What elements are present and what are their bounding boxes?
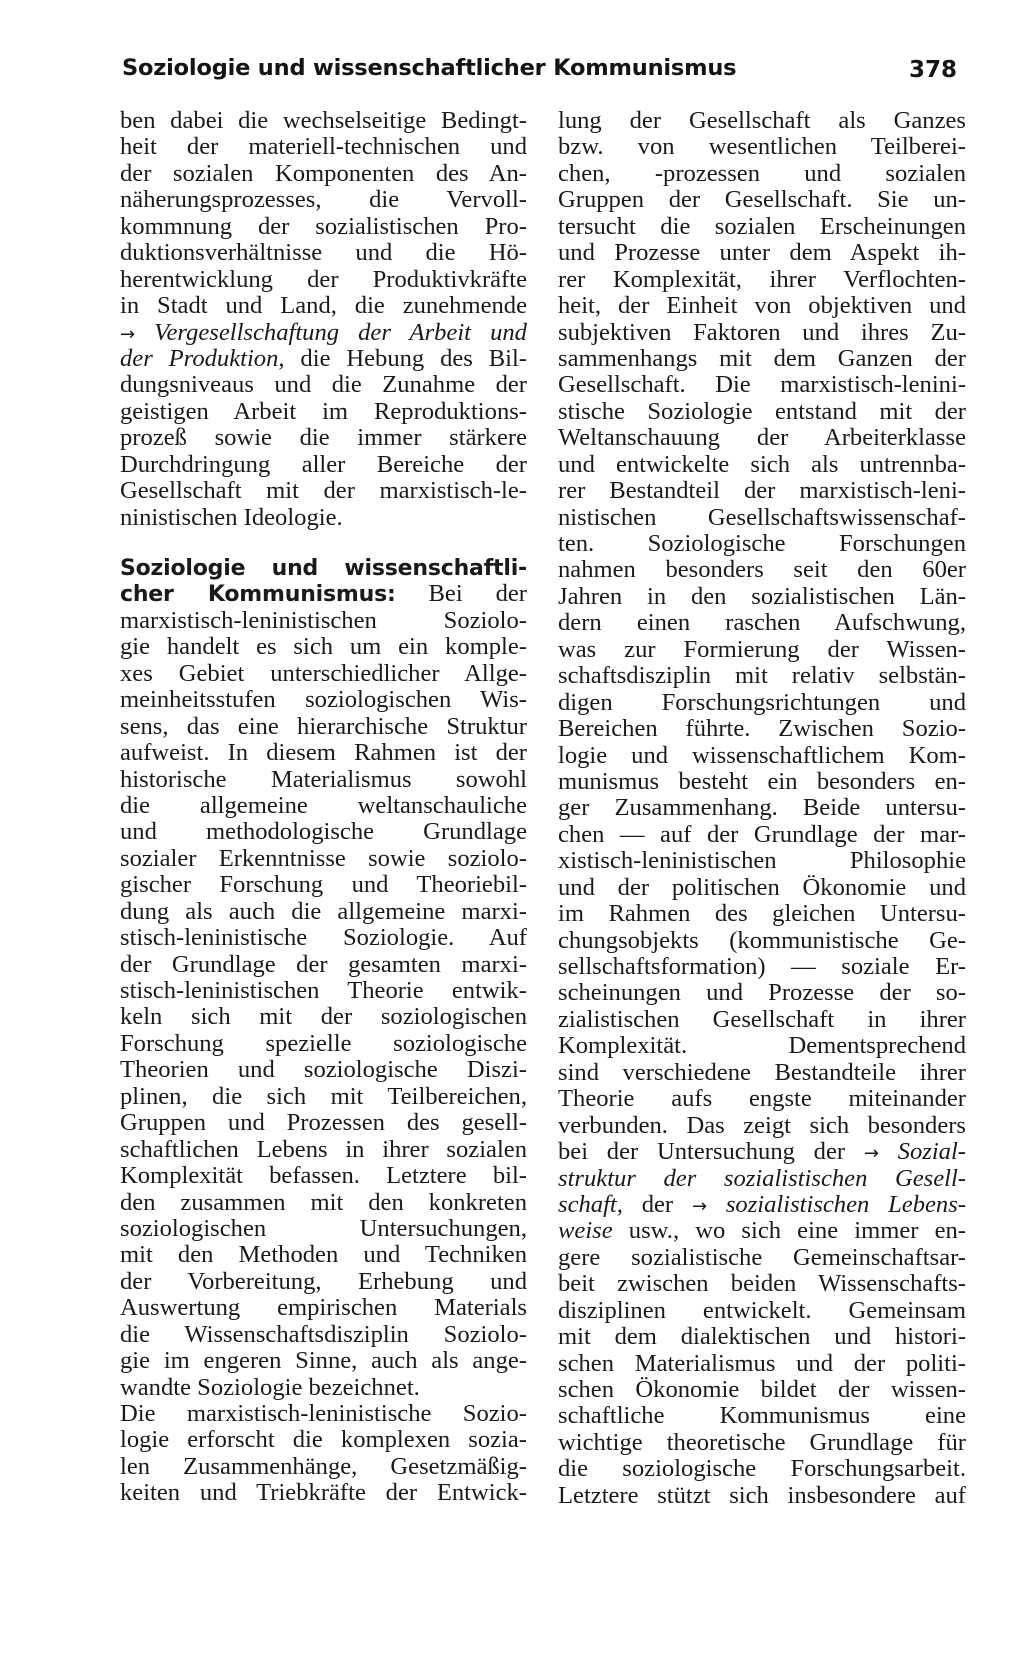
text-line: Die marxistisch-leninistische Sozio- [120, 1400, 527, 1427]
text-fragment: usw., wo sich eine immer en- [612, 1217, 966, 1245]
cross-reference-term[interactable]: struktur der sozialistischen Gesell- [558, 1164, 966, 1192]
text-line: xes Gebiet unterschiedlicher Allge- [120, 659, 527, 687]
text-line: nahmen besonders seit den 60er [558, 556, 966, 584]
cross-reference-arrow-icon: → [120, 323, 136, 345]
text-line: Auswertung empirischen Materials [120, 1294, 527, 1322]
text-line: näherungsprozesses, die Vervoll- [120, 186, 527, 214]
cross-reference-arrow-icon: → [691, 1195, 708, 1217]
text-line: munismus besteht ein besonders en- [558, 767, 966, 795]
cross-reference-term[interactable]: weise [558, 1217, 613, 1245]
text-line: schen Materialismus und der politi- [558, 1349, 966, 1377]
paragraph-gap [120, 531, 527, 555]
text-line: Gruppen und Prozessen des gesell- [120, 1109, 527, 1137]
text-line: herentwicklung der Produktivkräfte [120, 265, 527, 293]
left-column [120, 108, 527, 1507]
cross-reference-term[interactable]: sozialistischen Lebens- [725, 1190, 966, 1218]
text-line: die allgemeine weltanschauliche [120, 791, 527, 819]
text-line: heit der materiell-technischen und [120, 133, 527, 161]
text-line: chungsobjekts (kommunistische Ge- [558, 926, 966, 954]
text-line: Gesellschaft. Die marxistisch-lenini- [558, 371, 966, 399]
text-line: zialistischen Gesellschaft in ihrer [558, 1005, 966, 1033]
text-line [120, 581, 527, 607]
text-line: nistischen Gesellschaftswissenschaf- [558, 503, 966, 531]
text-line: Theorien und soziologische Diszi- [120, 1056, 527, 1084]
text-line: Forschung spezielle soziologische [120, 1029, 527, 1057]
text-line: chen, -prozessen und sozialen [558, 159, 966, 187]
text-fragment: bei der Untersuchung der [558, 1138, 864, 1166]
text-line: und der politischen Ökonomie und [558, 873, 966, 901]
text-line: scheinungen und Prozesse der so- [558, 979, 966, 1007]
text-line: xistisch-leninistischen Philosophie [558, 847, 966, 875]
text-line: in Stadt und Land, die zunehmende [120, 292, 527, 320]
text-line: digen Forschungsrichtungen und [558, 688, 966, 716]
text-line: mit den Methoden und Techniken [120, 1241, 527, 1269]
text-fragment: der [622, 1190, 692, 1218]
text-line: historische Materialismus sowohl [120, 765, 527, 793]
text-line: der Grundlage der gesamten marxi- [120, 950, 527, 978]
cross-reference-line [558, 1166, 966, 1192]
text-line: Jahren in den sozialistischen Län- [558, 582, 966, 610]
text-line: kommnung der sozialistischen Pro- [120, 212, 527, 240]
text-line: soziologischen Untersuchungen, [120, 1214, 527, 1242]
right-column [558, 108, 966, 1509]
text-line: ben dabei die wechselseitige Bedingt- [120, 107, 527, 134]
text-line: schaftsdisziplin mit relativ selbstän- [558, 662, 966, 690]
cross-reference-term[interactable]: Sozial- [897, 1138, 966, 1166]
text-line: stische Soziologie entstand mit der [558, 397, 966, 425]
entry-headword-text: Soziologie und wissenschaftli- [120, 556, 527, 581]
cross-reference-line [558, 1192, 966, 1218]
text-line: lung der Gesellschaft als Ganzes [558, 107, 966, 134]
text-line: wandte Soziologie bezeichnet. [120, 1373, 420, 1401]
text-line: sens, das eine hierarchische Struktur [120, 712, 527, 740]
text-line: marxistisch-leninistischen Soziolo- [120, 606, 527, 634]
text-line: Durchdringung aller Bereiche der [120, 450, 527, 478]
text-line: bzw. von wesentlichen Teilberei- [558, 133, 966, 161]
text-line: ger Zusammenhang. Beide untersu- [558, 794, 966, 822]
cross-reference-line [120, 320, 527, 346]
text-line: Theorie aufs engste miteinander [558, 1085, 966, 1113]
text-line [120, 346, 527, 372]
text-line: und Prozesse unter dem Aspekt ih- [558, 239, 966, 267]
text-line: sellschaftsformation) — soziale Er- [558, 953, 966, 980]
text-line: und entwickelte sich als untrennba- [558, 450, 966, 478]
text-fragment: Bei der [395, 580, 527, 608]
text-line: sind verschiedene Bestandteile ihrer [558, 1058, 966, 1086]
text-line: Gruppen der Gesellschaft. Sie un- [558, 186, 966, 214]
text-line: gie handelt es sich um ein komple- [120, 633, 527, 661]
text-line: geistigen Arbeit im Reproduktions- [120, 397, 527, 425]
text-fragment: die Hebung des Bil- [284, 344, 527, 372]
running-head: Soziologie und wissenschaftlicher Kommunismus [122, 55, 737, 81]
text-line: Komplexität. Dementsprechend [558, 1032, 966, 1060]
text-line: logie und wissenschaftlichem Kom- [558, 741, 966, 769]
text-line: keln sich mit der soziologischen [120, 1003, 527, 1031]
text-line: sammenhangs mit dem Ganzen der [558, 344, 966, 372]
cross-reference-term[interactable]: schaft, [558, 1190, 623, 1218]
text-line: subjektiven Faktoren und ihres Zu- [558, 318, 966, 346]
text-line: keiten und Triebkräfte der Entwick- [120, 1479, 527, 1507]
entry-headword [120, 555, 527, 581]
text-line: was zur Formierung der Wissen- [558, 635, 966, 663]
text-line: tersucht die sozialen Erscheinungen [558, 212, 966, 240]
text-line: plinen, die sich mit Teilbereichen, [120, 1082, 527, 1110]
text-line: stisch-leninistischen Theorie entwik- [120, 977, 527, 1004]
text-line: schen Ökonomie bildet der wissen- [558, 1376, 966, 1403]
text-line: duktionsverhältnisse und die Hö- [120, 239, 527, 267]
text-line: rer Bestandteil der marxistisch-leni- [558, 477, 966, 505]
text-line: der Vorbereitung, Erhebung und [120, 1267, 527, 1295]
text-line: disziplinen entwickelt. Gemeinsam [558, 1296, 966, 1324]
text-line: die soziologische Forschungsarbeit. [558, 1455, 966, 1483]
text-line: ten. Soziologische Forschungen [558, 530, 966, 557]
text-line: len Zusammenhänge, Gesetzmäßig- [120, 1452, 527, 1480]
text-line: gischer Forschung und Theoriebil- [120, 871, 527, 899]
text-line: beit zwischen beiden Wissenschafts- [558, 1270, 966, 1298]
entry-headword-text: cher Kommunismus: [120, 582, 396, 608]
text-line: aufweist. In diesem Rahmen ist der [120, 739, 527, 767]
text-line: dung als auch die allgemeine marxi- [120, 897, 527, 925]
text-line: den zusammen mit den konkreten [120, 1188, 527, 1216]
text-line: verbunden. Das zeigt sich besonders [558, 1111, 966, 1139]
text-line: rer Komplexität, ihrer Verflochten- [558, 265, 966, 293]
cross-reference-term[interactable]: Vergesellschaftung der Arbeit und [154, 318, 527, 346]
text-line: stisch-leninistische Soziologie. Auf [120, 924, 527, 952]
text-line: der sozialen Komponenten des An- [120, 159, 527, 187]
text-line: und methodologische Grundlage [120, 818, 527, 846]
text-line: prozeß sowie die immer stärkere [120, 424, 527, 452]
text-line: Gesellschaft mit der marxistisch-le- [120, 477, 527, 505]
page-number: 378 [909, 57, 958, 83]
text-line: gere sozialistische Gemeinschaftsar- [558, 1243, 966, 1271]
cross-reference-line [558, 1218, 966, 1244]
text-line: Bereichen führte. Zwischen Sozio- [558, 715, 966, 743]
cross-reference-arrow-icon: → [863, 1143, 879, 1165]
text-line: dern einen raschen Aufschwung, [558, 609, 966, 637]
text-line: schaftliche Kommunismus eine [558, 1402, 966, 1430]
text-line: meinheitsstufen soziologischen Wis- [120, 686, 527, 714]
text-line: wichtige theoretische Grundlage für [558, 1428, 966, 1456]
text-line: Letztere stützt sich insbesondere auf [558, 1481, 966, 1509]
cross-reference-line [558, 1139, 966, 1165]
cross-reference-term[interactable]: der Produktion, [120, 344, 285, 372]
text-line: schaftlichen Lebens in ihrer sozialen [120, 1135, 527, 1163]
text-line: im Rahmen des gleichen Untersu- [558, 900, 966, 928]
text-line: gie im engeren Sinne, auch als ange- [120, 1347, 527, 1375]
text-line: heit, der Einheit von objektiven und [558, 292, 966, 320]
text-line: sozialer Erkenntnisse sowie soziolo- [120, 844, 527, 872]
text-line: chen — auf der Grundlage der mar- [558, 820, 966, 848]
text-line: Komplexität befassen. Letztere bil- [120, 1162, 527, 1190]
text-line: Weltanschauung der Arbeiterklasse [558, 424, 966, 452]
text-line: dungsniveaus und die Zunahme der [120, 371, 527, 399]
text-line: mit dem dialektischen und histori- [558, 1323, 966, 1351]
text-line: die Wissenschaftsdisziplin Soziolo- [120, 1320, 527, 1348]
text-line: ninistischen Ideologie. [120, 503, 343, 531]
text-line: logie erforscht die komplexen sozia- [120, 1426, 527, 1454]
